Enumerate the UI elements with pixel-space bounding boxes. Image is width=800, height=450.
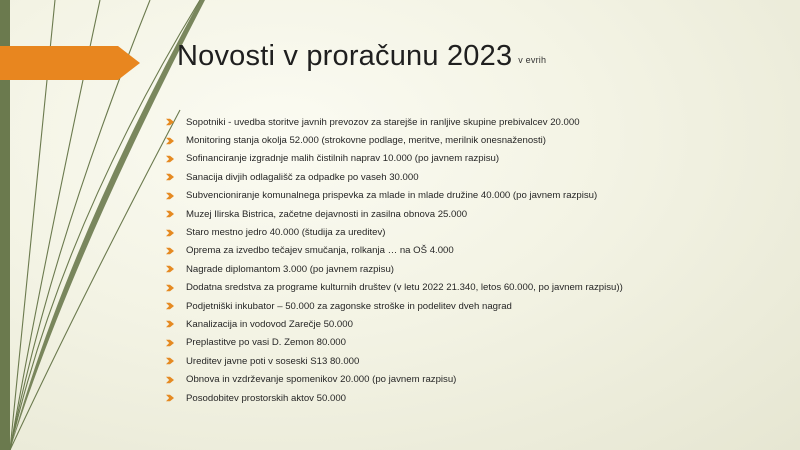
bullet-text: Kanalizacija in vodovod Zarečje 50.000 [186,318,353,330]
bullet-text: Podjetniški inkubator – 50.000 za zagonske stroške in podelitev dveh nagrad [186,300,512,312]
bullet-item [166,334,786,352]
arrow-bullet-icon [166,192,174,200]
bullet-text: Subvencioniranje komunalnega prispevka za mlade in mlade družine 40.000 (po javnem razpisu) [186,190,598,202]
arrow-bullet-icon [166,357,174,365]
arrow-bullet-icon [166,265,174,273]
bullet-item [166,242,786,260]
arrow-bullet-icon [166,118,174,126]
arrow-bullet-icon [166,210,174,218]
title-suffix: v evrih [518,55,547,65]
bullet-text: Sopotniki - uvedba storitve javnih prevozov za starejše in ranljive skupine prebivalcev 20.000 [186,116,580,128]
bullet-item [166,113,786,131]
bullet-item [166,131,786,149]
bullet-item [166,315,786,333]
bullet-text: Monitoring stanja okolja 52.000 (strokovne podlage, meritve, merilnik onesnaženosti) [186,135,546,147]
bullet-text: Muzej Ilirska Bistrica, začetne dejavnosti in zasilna obnova 25.000 [186,208,468,220]
bullet-text: Sofinanciranje izgradnje malih čistilnih naprav 10.000 (po javnem razpisu) [186,153,500,165]
arrow-bullet-icon [166,394,174,402]
bullet-text: Nagrade diplomantom 3.000 (po javnem razpisu) [186,263,394,275]
bullet-text: Preplastitve po vasi D. Zemon 80.000 [186,337,346,349]
orange-title-tab [0,46,140,80]
arrow-bullet-icon [166,284,174,292]
slide-title [177,40,546,73]
bullet-text: Oprema za izvedbo tečajev smučanja, rolkanja … na OŠ 4.000 [186,245,454,257]
bullet-item [166,370,786,388]
bullet-item [166,187,786,205]
arrow-bullet-icon [166,155,174,163]
bullet-item [166,168,786,186]
bullet-text: Sanacija divjih odlagališč za odpadke po vaseh 30.000 [186,171,419,183]
bullet-item [166,260,786,278]
bullet-item [166,205,786,223]
bullet-item [166,223,786,241]
title-main: Novosti v proračunu 2023 [177,40,513,72]
bullet-item [166,297,786,315]
bullet-item [166,279,786,297]
bullet-text: Ureditev javne poti v soseski S13 80.000 [186,355,360,367]
arrow-bullet-icon [166,320,174,328]
arrow-bullet-icon [166,339,174,347]
arrow-bullet-icon [166,137,174,145]
bullet-text: Staro mestno jedro 40.000 (študija za ureditev) [186,227,386,239]
bullet-list [166,113,786,407]
bullet-item [166,352,786,370]
bullet-item [166,150,786,168]
bullet-text: Obnova in vzdrževanje spomenikov 20.000 (po javnem razpisu) [186,374,457,386]
bullet-text: Dodatna sredstva za programe kulturnih društev (v letu 2022 21.340, letos 60.000, po javnem razpisu)) [186,282,623,294]
arrow-bullet-icon [166,173,174,181]
arrow-bullet-icon [166,376,174,384]
arrow-bullet-icon [166,302,174,310]
bullet-item [166,389,786,407]
arrow-bullet-icon [166,247,174,255]
arrow-bullet-icon [166,229,174,237]
bullet-text: Posodobitev prostorskih aktov 50.000 [186,392,346,404]
